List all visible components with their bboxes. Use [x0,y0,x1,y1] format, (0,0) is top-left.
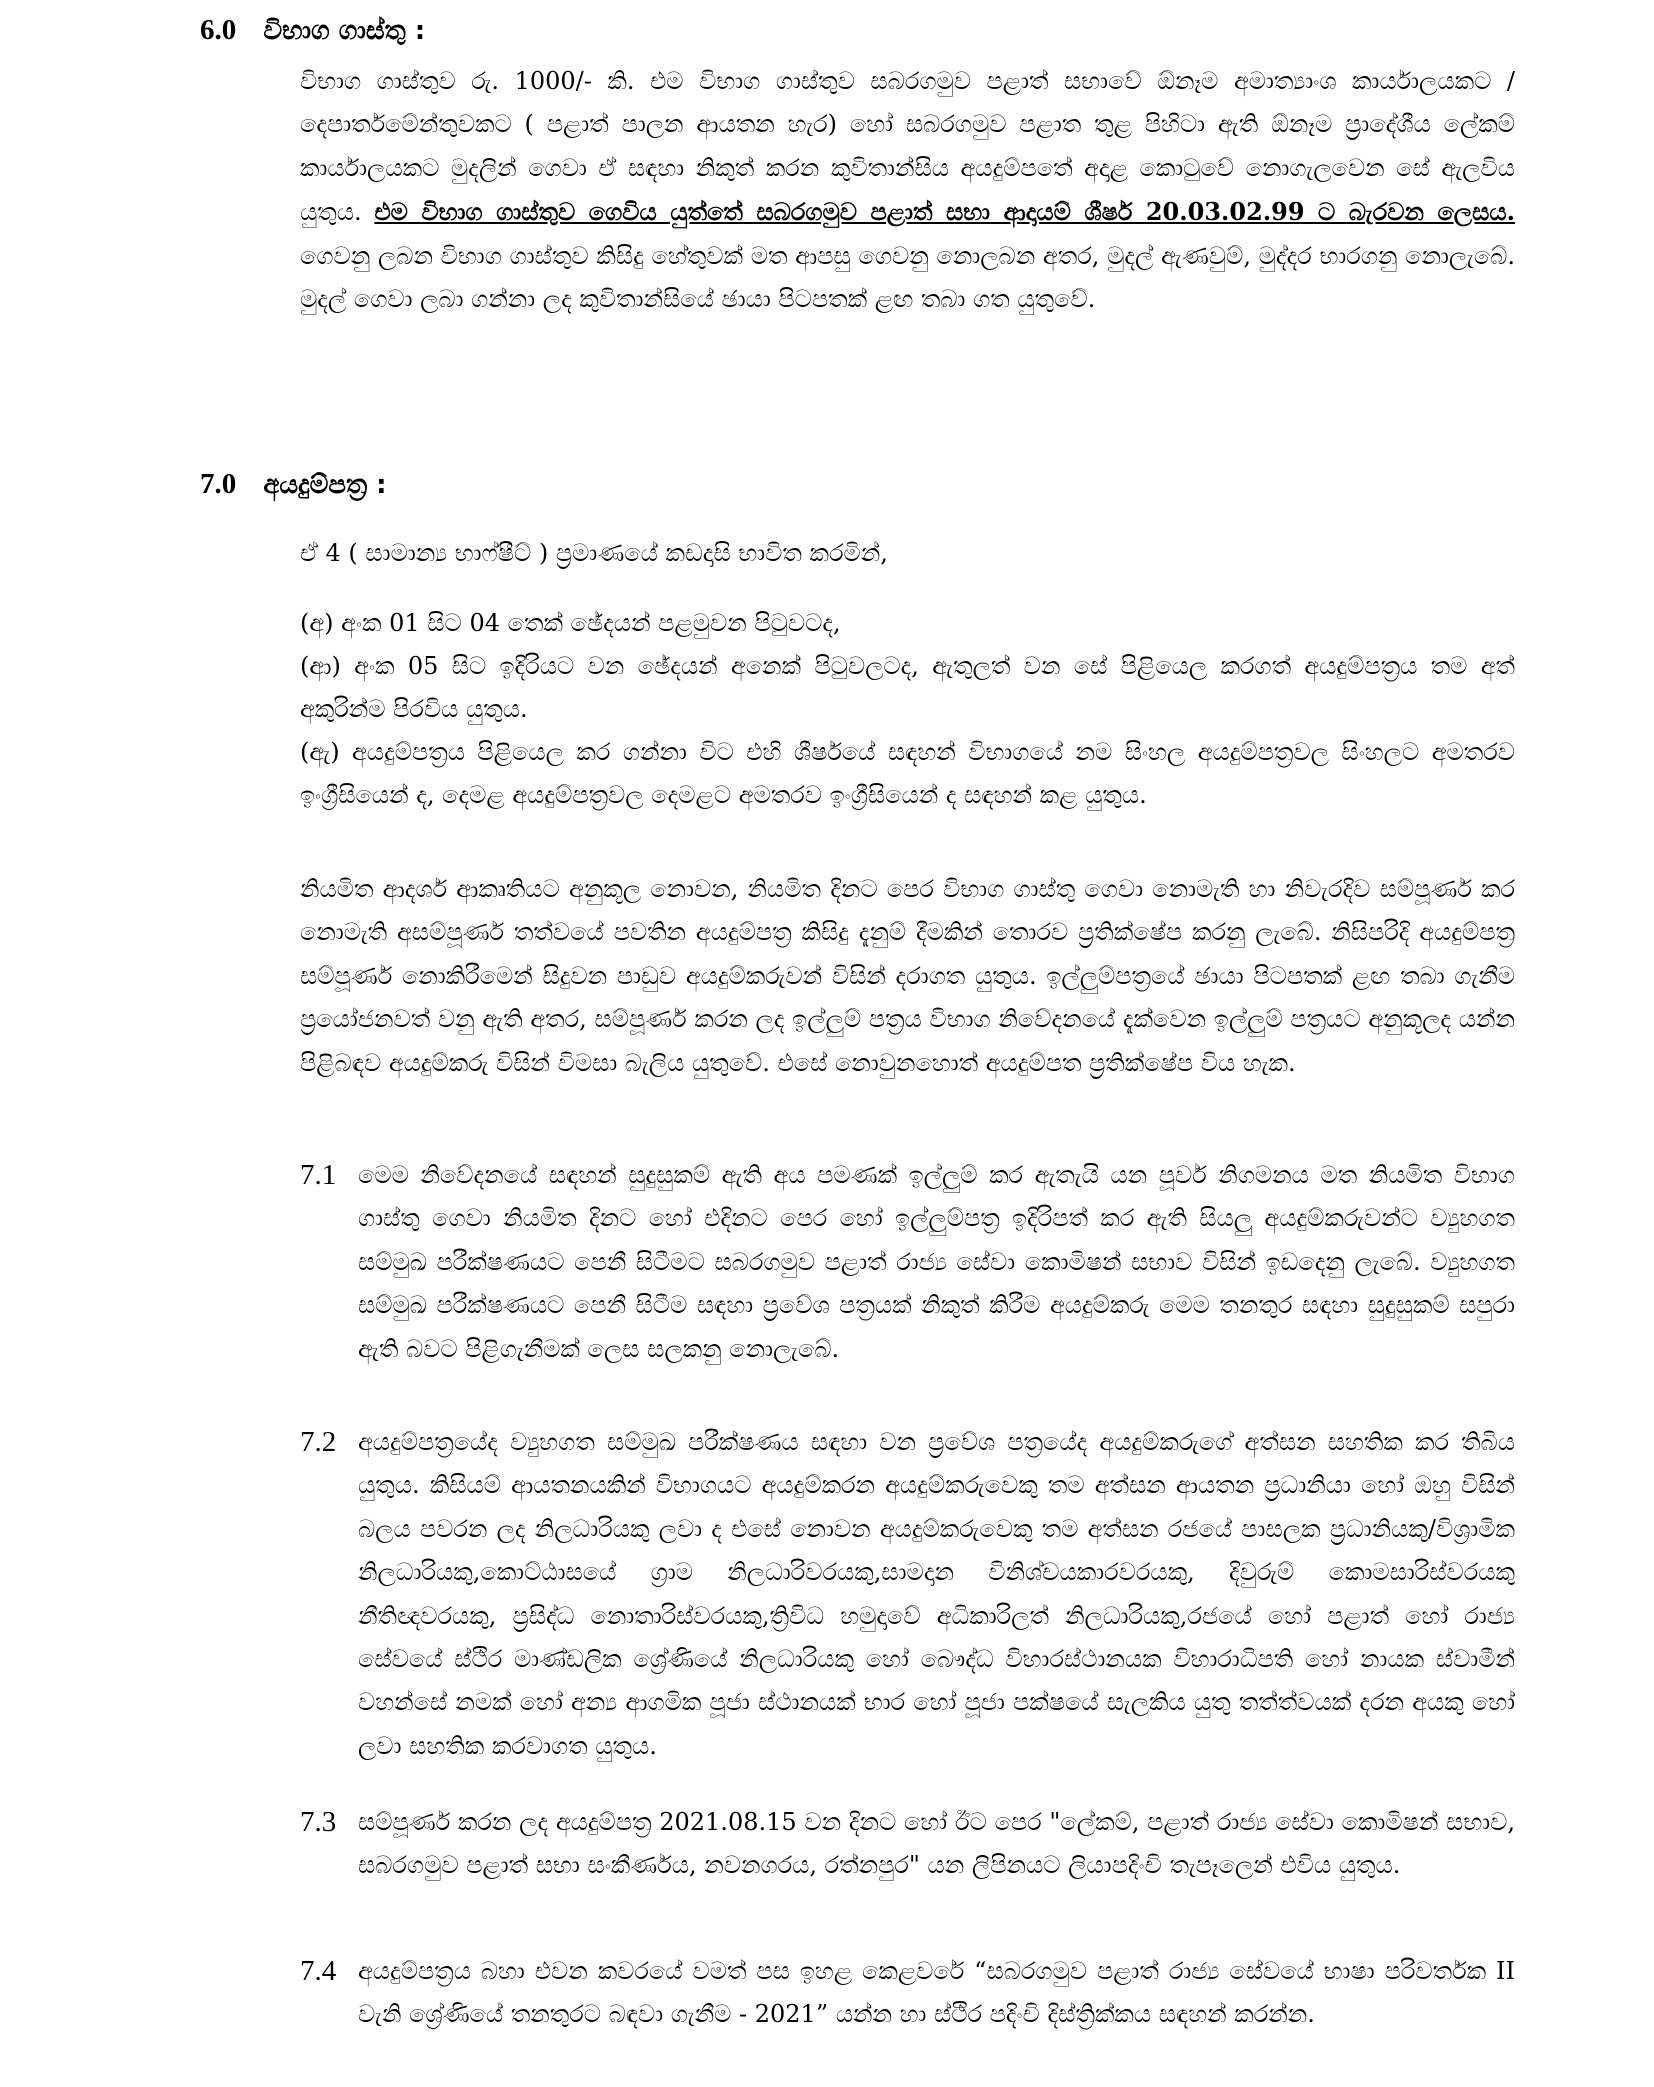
section-7-title: අයදුම්පත්‍ර : [263,470,387,500]
instruction-ae: (ඇ) අයදුම්පත්‍රය පිළියෙල කර ගන්නා විට එහි ශීර්ෂයේ සඳහන් විභාගයේ නම සිංහල අයදුම්පත්‍රවල සිංහලට අමතරව ඉංග්‍රීසියෙන් ද, දෙමළ අයදුම්පත්‍රවල දෙමළට අමතරව ඉංග්‍රීසියෙන් ද සඳහන් කළ යුතුය. [300,738,1515,810]
fee-revenue-head-note: එම විභාග ගාස්තුව ගෙවිය යුත්තේ සබරගමුව පළාත් සභා ආදායම් ශීර්ෂ 20.03.02.99 ට බැරවන ලෙසය. [374,197,1515,227]
item-7-2-text: අයදුම්පත්‍රයේද ව්‍යුහගත සම්මුඛ පරීක්ෂණය සඳහා වන ප්‍රවේශ පත්‍රයේද අයදුම්කරුගේ අත්සන සහතික කර තිබිය යුතුය. කිසියම් ආයතනයකින් විභාගයට අයදුම්කරන අයදුම්කරුවෙකු තම අත්සන ආයතන ප්‍රධානියා හෝ ඔහු විසින් බලය පවරන ලද නිලධාරියකු ලවා ද එසේ නොවන අයදුම්කරුවෙකු තම අත්සන රජයේ පාසලක ප්‍රධානියකු/විශ්‍රාමික නිලධාරියකු,කොට්ඨාසයේ ග්‍රාම නිලධාරිවරයකු,සාමදාන විනිශ්චයකාරවරයකු, දිවුරුම් කොමසාරිස්වරයකු නීතිඥවරයකු, ප්‍රසිද්ධ නොතාරිස්වරයකු,ත්‍රිවිධ හමුදාවේ අධිකාරිලත් නිලධාරියකු,රජයේ හෝ පළාත් හෝ රාජ්‍ය සේවයේ ස්ථිර මාණ්ඩලික ශ්‍රේණියේ නිලධාරියකු හෝ බෞද්ධ විහාරස්ථානයක විහාරාධිපති හෝ නායක ස්වාමීන් වහන්සේ නමක් හෝ අන්‍ය ආගමික පූජා ස්ථානයක් භාර හෝ පූජා පක්ෂයේ සැලකිය යුතු තත්ත්වයක් දරන අයකු හෝ ලවා සහතික කරවාගත යුතුය. [358,1428,1515,1760]
section-6-heading [200,14,425,47]
item-7-1-number: 7.1 [300,1159,337,1191]
item-7-1-text: මෙම නිවේදනයේ සඳහන් සුදුසුකම් ඇති අය පමණක් ඉල්ලුම් කර ඇතැයි යන පූර්ව නිගමනය මත නියමිත විභාග ගාස්තු ගෙවා නියමිත දිනට හෝ එදිනට පෙර හෝ ඉල්ලුම්පත්‍ර ඉදිරිපත් කර ඇති සියලු අයදුම්කරුවන්ට ව්‍යුහගත සම්මුඛ පරීක්ෂණයට පෙනී සිටීමට සබරගමුව පළාත් රාජ්‍ය සේවා කොමිෂන් සභාව විසින් ඉඩදෙනු ලැබේ. ව්‍යුහගත සම්මුඛ පරීක්ෂණයට පෙනී සිටීම සඳහා ප්‍රවේශ පත්‍රයක් නිකුත් කිරීම අයදුම්කරු මෙම තනතුර සඳහා සුදුසුකම් සපුරා ඇති බවට පිළිගැනීමක් ලෙස සලකනු නොලැබේ. [358,1161,1515,1363]
section-6-number: 6.0 [200,14,237,46]
section-6-body [300,60,1515,321]
rejection-paragraph: නියමිත ආදර්ශ ආකෘතියට අනුකූල නොවන, නියමිත දිනට පෙර විභාග ගාස්තු ගෙවා නොමැති හා නිවැරදිව සම්පූර්ණ කර නොමැති අසම්පූර්ණ තත්වයේ පවතින අයදුම්පත්‍ර කිසිදු දැනුම් දීමකින් තොරව ප්‍රතික්ෂේප කරනු ලැබේ. නිසිපරිදි අයදුම්පත්‍ර සම්පූර්ණ නොකිරීමෙන් සිදුවන පාඩුව අයදුම්කරුවන් විසින් දරාගත යුතුය. ඉල්ලුම්පත්‍රයේ ඡායා පිටපතක් ළඟ තබා ගැනීම ප්‍රයෝජනවත් වනු ඇති අතර, සම්පූර්ණ කරන ලද ඉල්ලුම් පත්‍රය විභාග නිවේදනයේ දැක්වෙන ඉල්ලුම් පත්‍රයට අනුකූලද යන්න පිළිබඳව අයදුම්කරු විසින් විමසා බැලිය යුතුවේ. එසේ නොවුනහොත් අයදුම්පත ප්‍රතික්ෂේප විය හැක. [300,875,1515,1077]
section-7-heading [200,468,387,501]
application-paper-intro: ඒ 4 ( සාමාන්‍ය භාෆ්ෂීට් ) ප්‍රමාණයේ කඩදාසි භාවිත කරමින්, [300,539,888,567]
section-7-number: 7.0 [200,468,237,500]
section-6-title: විභාග ගාස්තු : [263,16,426,46]
item-7-2-number: 7.2 [300,1426,337,1458]
instruction-a: (අ) අංක 01 සිට 04 තෙක් ඡේදයන් පළමුවන පිටුවටද, [300,609,841,637]
instruction-aa: (ආ) අංක 05 සිට ඉදිරියට වන ඡේදයන් අනෙක් පිටුවලටද, ඇතුලත් වන සේ පිළියෙල කරගත් අයදුම්පත්‍රය තම අත් අකුරින්ම පිරවිය යුතුය. [300,652,1515,724]
item-7-4-text: අයදුම්පත්‍රය බහා එවන කවරයේ වමත් පස ඉහළ කෙළවරේ “සබරගමුව පළාත් රාජ්‍ය සේවයේ භාෂා පරිවර්තක II වැනි ශ්‍රේණියේ තනතුරට බඳවා ගැනීම - 2021” යන්න හා ස්ථිර පදිංචි දිස්ත්‍රික්කය සඳහන් කරන්න. [358,1957,1515,2029]
item-7-4-number: 7.4 [300,1955,337,1987]
fee-paragraph-part-1: විභාග ගාස්තුව රු. 1000/- කි. එම විභාග ගාස්තුව සබරගමුව පළාත් සභාවේ ඕනෑම අමාත්‍යාංශ කාර්යාලයකට / දෙපාර්තමේන්තුවකට ( පළාත් පාලන ආයතන හැර) හෝ සබරගමුව පළාත තුළ පිහිටා ඇති ඕනෑම ප්‍රාදේශීය ලේකම් කාර්යාලයකට මුදලින් ගෙවා ඒ සඳහා නිකුත් කරන කුවිතාන්සිය අයදුම්පතේ අදාළ කොටුවේ නොගැලවෙන සේ ඇලවිය යුතුය. [300,67,1515,227]
item-7-3-number: 7.3 [300,1806,337,1838]
item-7-3-text: සම්පූර්ණ කරන ලද අයදුම්පත්‍ර 2021.08.15 වන දිනට හෝ ඊට පෙර "ලේකම්, පළාත් රාජ්‍ය සේවා කොමිෂන් සභාව, සබරගමුව පළාත් සභා සංකීර්ණය, නවනගරය, රත්නපුර" යන ලිපිනයට ලියාපදිංචි තැපෑලෙන් එවිය යුතුය. [358,1808,1515,1880]
fee-paragraph-part-2: ගෙවනු ලබන විභාග ගාස්තුව කිසිදු හේතුවක් මත ආපසු ගෙවනු නොලබන අතර, මුදල් ඇණවුම්, මුද්දර භාරගනු නොලැබේ. මුදල් ගෙවා ලබා ගන්නා ලද කුවිතාන්සියේ ඡායා පිටපතක් ළඟ තබා ගත යුතුවේ. [300,241,1515,314]
